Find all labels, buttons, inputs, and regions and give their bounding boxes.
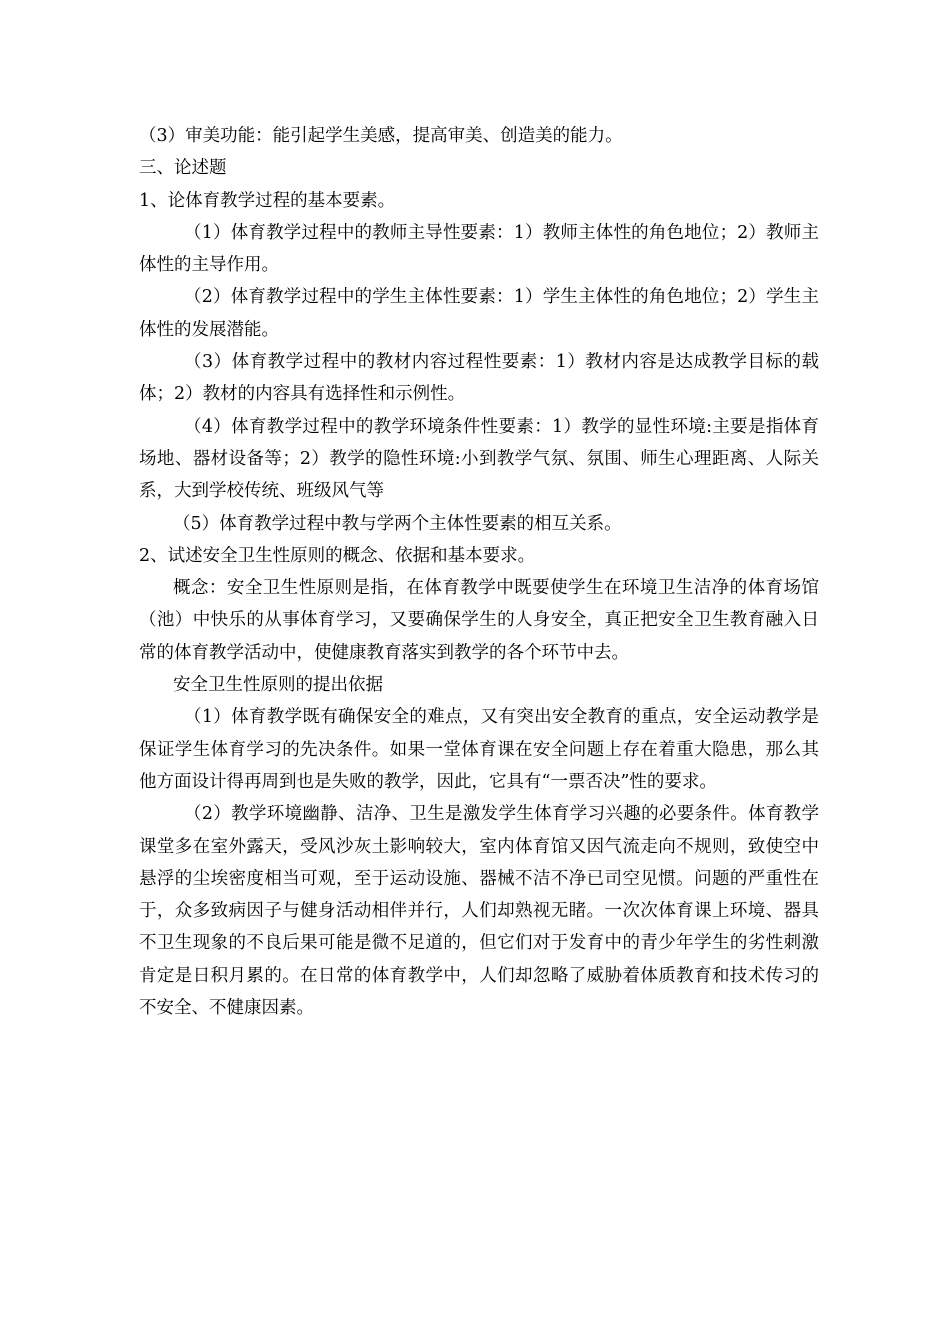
question-2-title: 2、试述安全卫生性原则的概念、依据和基本要求。	[139, 545, 536, 566]
question-1-title: 1、论体育教学过程的基本要素。	[139, 190, 396, 211]
document-body	[139, 120, 819, 1024]
subheading-basis: 安全卫生性原则的提出依据	[173, 675, 383, 696]
paragraph-student-element: （2）体育教学过程中的学生主体性要素：1）学生主体性的角色地位；2）学生主体性的发展潜能。	[139, 287, 819, 340]
paragraph-teacher-element: （1）体育教学过程中的教师主导性要素：1）教师主体性的角色地位；2）教师主体性的主导作用。	[139, 222, 819, 276]
section-heading-essay-questions: 三、论述题	[139, 158, 227, 179]
paragraph-basis-2: （2）教学环境幽静、洁净、卫生是激发学生体育学习兴趣的必要条件。体育教学课堂多在室外露天，受风沙灰土影响较大，室内体育馆又因气流走向不规则，致使空中悬浮的尘埃密度相当可观，至于运动设施、器械不洁不净已司空见惯。问题的严重性在于，众多致病因子与健身活动相伴并行，人们却熟视无睹。一次次体育课上环境、器具不卫生现象的不良后果可能是微不足道的，但它们对于发育中的青少年学生的劣性刺激肯定是日积月累的。在日常的体育教学中，人们却忽略了威胁着体质教育和技术传习的不安全、不健康因素。	[139, 804, 819, 1019]
paragraph-concept: 概念：安全卫生性原则是指，在体育教学中既要使学生在环境卫生洁净的体育场馆（池）中快乐的从事体育学习，又要确保学生的人身安全，真正把安全卫生教育融入日常的体育教学活动中，使健康教育落实到教学的各个环节中去。	[139, 578, 819, 663]
paragraph-aesthetic-function: （3）审美功能：能引起学生美感，提高审美、创造美的能力。	[139, 126, 623, 146]
paragraph-material-element: （3）体育教学过程中的教材内容过程性要素：1）教材内容是达成教学目标的载体；2）教材的内容具有选择性和示例性。	[139, 352, 819, 405]
paragraph-environment-element: （4）体育教学过程中的教学环境条件性要素：1）教学的显性环境:主要是指体育场地、器材设备等；2）教学的隐性环境:小到教学气氛、氛围、师生心理距离、人际关系，大到学校传统、班级风气等	[139, 416, 819, 502]
paragraph-relationship-element: （5）体育教学过程中教与学两个主体性要素的相互关系。	[173, 513, 622, 534]
paragraph-basis-1: （1）体育教学既有确保安全的难点，又有突出安全教育的重点，安全运动教学是保证学生体育学习的先决条件。如果一堂体育课在安全问题上存在着重大隐患，那么其他方面设计得再周到也是失败的教学，因此，它具有“一票否决”性的要求。	[139, 707, 819, 792]
